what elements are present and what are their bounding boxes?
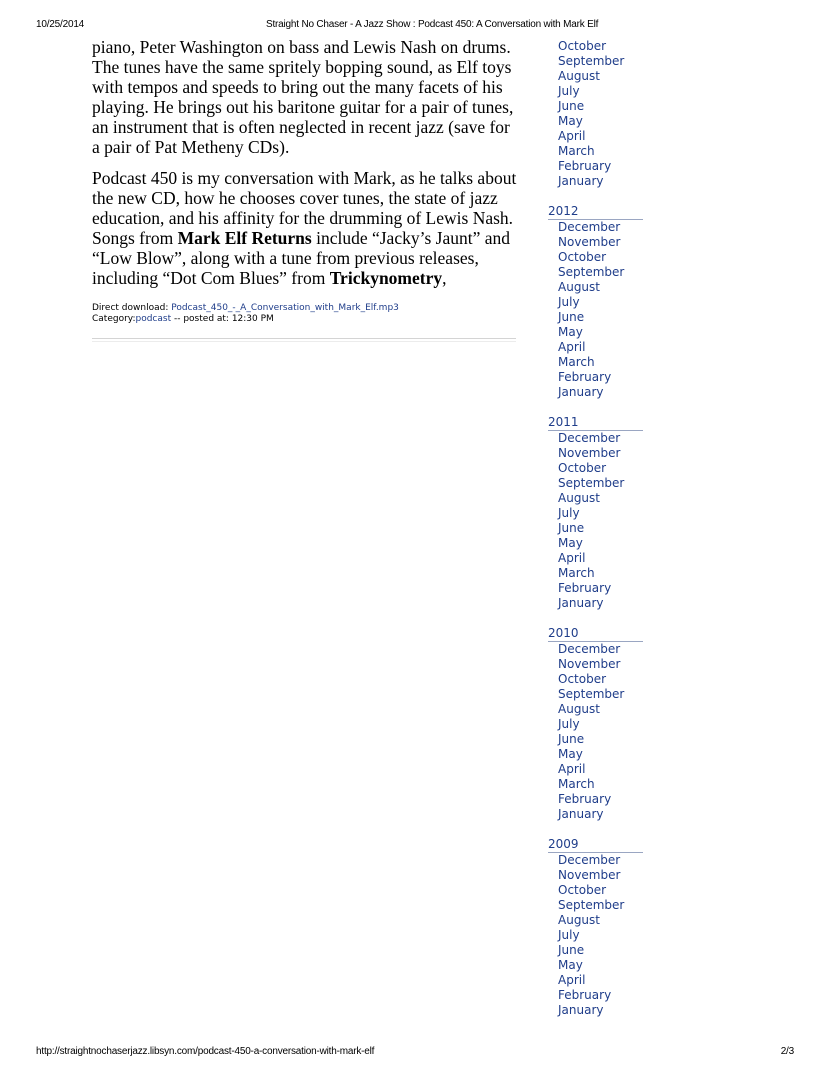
archive-month-link[interactable]: January: [558, 385, 604, 399]
archive-month-link[interactable]: September: [558, 54, 625, 68]
archive-month-link[interactable]: May: [558, 536, 583, 550]
archive-month-link[interactable]: June: [558, 99, 585, 113]
archive-year-heading[interactable]: 2012: [548, 204, 643, 220]
archive-month-link[interactable]: November: [558, 868, 621, 882]
archive-month-link[interactable]: July: [558, 717, 580, 731]
paragraph-text: Podcast 450 is my conversation with Mark, as he talks about the new CD, how he chooses cover tunes, the state of jazz education, and his affinity for the drumming of Lewis Nash. Songs from: [92, 168, 517, 248]
archive-month-link[interactable]: July: [558, 84, 580, 98]
archive-month-link[interactable]: February: [558, 370, 612, 384]
archive-year-2010: [548, 626, 643, 822]
archive-month-link[interactable]: October: [558, 39, 607, 53]
archive-month-link[interactable]: May: [558, 747, 583, 761]
post-divider: [92, 338, 516, 342]
archive-month-link[interactable]: August: [558, 702, 600, 716]
archive-month-link[interactable]: October: [558, 250, 607, 264]
archive-month-link[interactable]: February: [558, 159, 612, 173]
print-date: 10/25/2014: [36, 19, 85, 30]
archive-month-link[interactable]: January: [558, 807, 604, 821]
archive-month-link[interactable]: March: [558, 144, 595, 158]
archive-month-link[interactable]: September: [558, 265, 625, 279]
archive-month-link[interactable]: July: [558, 928, 580, 942]
archive-year-heading[interactable]: 2010: [548, 626, 643, 642]
archive-month-link[interactable]: April: [558, 973, 586, 987]
archive-month-link[interactable]: February: [558, 581, 612, 595]
archive-month-link[interactable]: July: [558, 295, 580, 309]
archive-year-2012: [548, 204, 643, 400]
archive-month-link[interactable]: August: [558, 280, 600, 294]
archive-month-link[interactable]: August: [558, 913, 600, 927]
direct-download-line: [92, 303, 522, 314]
post-meta: [92, 303, 522, 325]
archive-month-link[interactable]: June: [558, 521, 585, 535]
archive-month-link[interactable]: May: [558, 958, 583, 972]
archive-year-heading[interactable]: 2009: [548, 837, 643, 853]
archive-month-link[interactable]: October: [558, 461, 607, 475]
archive-month-link[interactable]: January: [558, 174, 604, 188]
posted-at: -- posted at: 12:30 PM: [171, 314, 274, 324]
archive-month-link[interactable]: July: [558, 506, 580, 520]
archive-month-link[interactable]: December: [558, 853, 621, 867]
archive-year-2011: [548, 415, 643, 611]
archive-month-link[interactable]: April: [558, 762, 586, 776]
category-line: [92, 314, 522, 325]
archive-month-link[interactable]: February: [558, 792, 612, 806]
album-title-mark-elf-returns: Mark Elf Returns: [177, 228, 312, 248]
archive-month-link[interactable]: March: [558, 777, 595, 791]
archive-month-link[interactable]: June: [558, 310, 585, 324]
archive-month-link[interactable]: September: [558, 476, 625, 490]
article-paragraph-2: [92, 168, 522, 288]
print-footer: [36, 1046, 794, 1060]
archive-month-link[interactable]: September: [558, 898, 625, 912]
print-page-number: 2/3: [780, 1046, 794, 1057]
article-paragraph-1: piano, Peter Washington on bass and Lewis Nash on drums. The tunes have the same spritely bopping sound, as Elf toys with tempos and speeds to bring out the many facets of his playing. He brings out his baritone guitar for a pair of tunes, an instrument that is often neglected in recent jazz (save for a pair of Pat Metheny CDs).: [92, 37, 514, 157]
print-page-title: Straight No Chaser - A Jazz Show : Podcast 450: A Conversation with Mark Elf: [266, 19, 599, 30]
archive-sidebar: [548, 39, 643, 1018]
download-label: Direct download:: [92, 303, 172, 313]
archive-month-link[interactable]: November: [558, 235, 621, 249]
archive-month-link[interactable]: August: [558, 491, 600, 505]
article-body: [92, 37, 522, 342]
paragraph-text: include “Jacky’s Jaunt” and “Low Blow”, along with a tune from previous releases, including “Dot Com Blues” from: [92, 228, 510, 288]
archive-month-link[interactable]: April: [558, 129, 586, 143]
archive-month-link[interactable]: March: [558, 566, 595, 580]
paragraph-text: ,: [442, 268, 447, 288]
archive-month-link[interactable]: May: [558, 114, 583, 128]
print-url: http://straightnochaserjazz.libsyn.com/podcast-450-a-conversation-with-mark-elf: [36, 1046, 375, 1057]
category-label: Category:: [92, 314, 136, 324]
archive-month-link[interactable]: August: [558, 69, 600, 83]
archive-month-link[interactable]: January: [558, 1003, 604, 1017]
archive-month-link[interactable]: May: [558, 325, 583, 339]
archive-month-link[interactable]: February: [558, 988, 612, 1002]
archive-month-link[interactable]: November: [558, 446, 621, 460]
category-link[interactable]: podcast: [135, 314, 172, 324]
archive-month-link[interactable]: January: [558, 596, 604, 610]
album-title-trickynometry: Trickynometry: [329, 268, 443, 288]
archive-year-2009: [548, 837, 643, 1018]
archive-month-link[interactable]: October: [558, 672, 607, 686]
archive-month-link[interactable]: April: [558, 551, 586, 565]
download-link[interactable]: Podcast_450_-_A_Conversation_with_Mark_Elf.mp3: [171, 303, 399, 313]
archive-year-heading[interactable]: 2011: [548, 415, 643, 431]
archive-top-months: [548, 39, 643, 189]
archive-month-link[interactable]: December: [558, 220, 621, 234]
archive-month-link[interactable]: December: [558, 642, 621, 656]
print-header: [36, 19, 794, 33]
archive-month-link[interactable]: March: [558, 355, 595, 369]
archive-month-link[interactable]: September: [558, 687, 625, 701]
archive-month-link[interactable]: April: [558, 340, 586, 354]
archive-month-link[interactable]: December: [558, 431, 621, 445]
archive-month-link[interactable]: November: [558, 657, 621, 671]
archive-month-link[interactable]: June: [558, 943, 585, 957]
archive-month-link[interactable]: October: [558, 883, 607, 897]
archive-month-link[interactable]: June: [558, 732, 585, 746]
